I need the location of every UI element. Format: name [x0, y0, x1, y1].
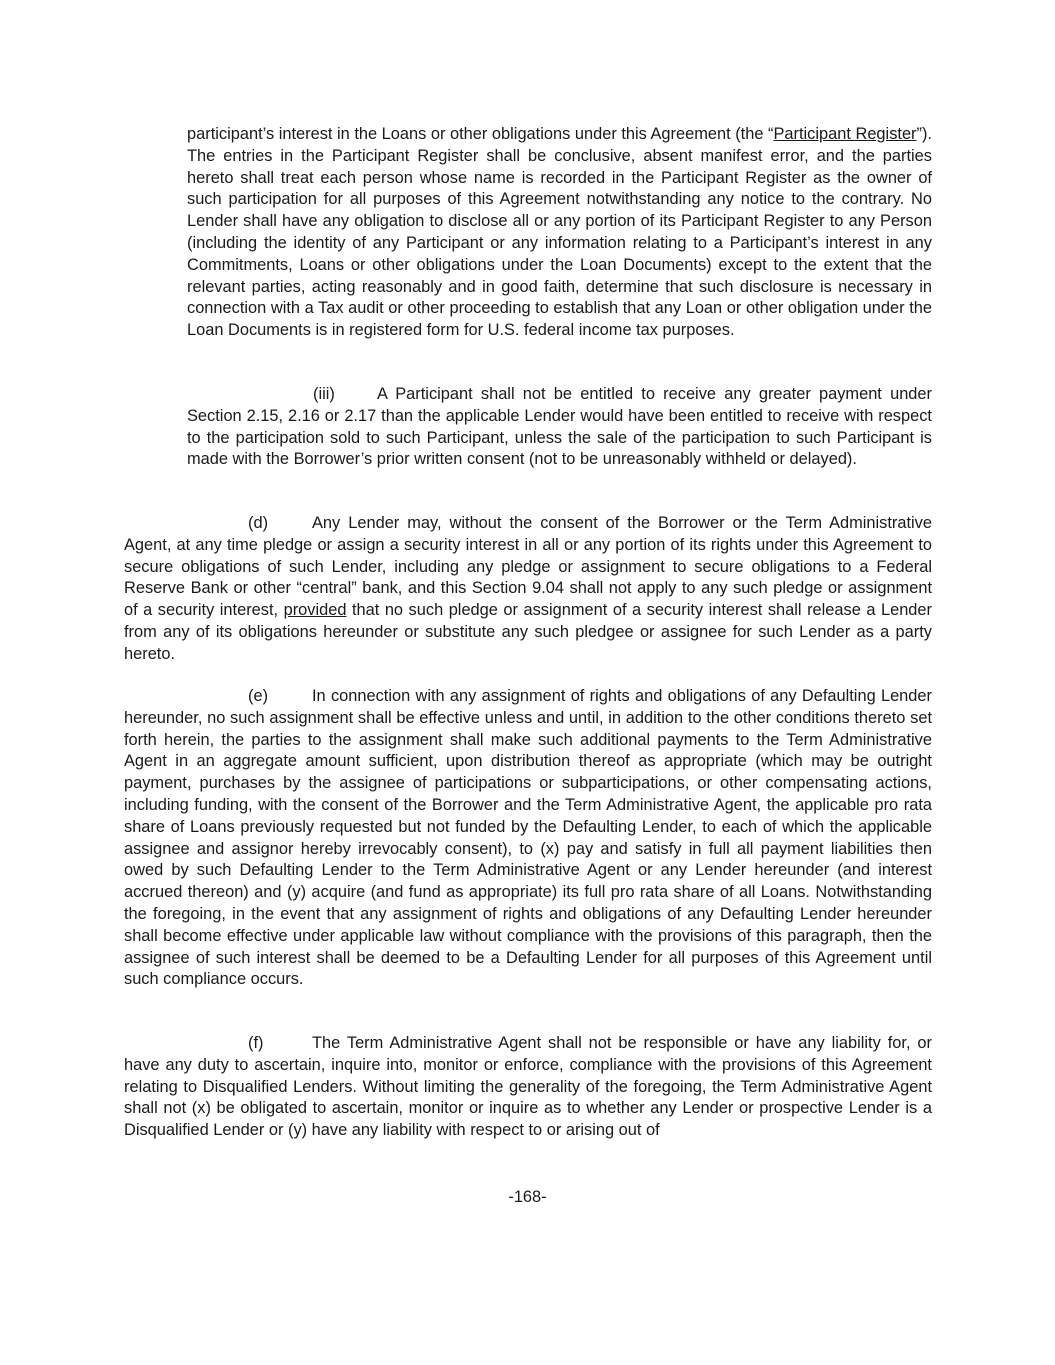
paragraph-text: A Participant shall not be entitled to receive any greater payment under Section 2.15, 2.16 or 2.17 than the applicable Lender would have been entitled to receive with respect to the participation sold to such Participant, unless the sale of the participation to such Participant is made with the Borrower’s prior written consent (not to be unreasonably withheld or delayed). — [187, 385, 932, 469]
defined-term-provided: provided — [283, 601, 347, 620]
paragraph-e — [124, 686, 932, 991]
clause-label-f: (f) — [248, 1034, 264, 1052]
clause-label-e: (e) — [248, 687, 269, 705]
paragraph-text: that no such pledge or assignment of a security interest shall release a Lender from any of its obligations hereunder or substitute any such pledgee or assignee for such Lender as a party hereto. — [124, 601, 932, 663]
paragraph-text: ”). The entries in the Participant Register shall be conclusive, absent manifest error, and the parties hereto shall treat each person whose name is recorded in the Participant Register as the owner of such participation for all purposes of this Agreement notwithstanding any notice to the contrary. No Lender shall have any obligation to disclose all or any portion of its Participant Register to any Person (including the identity of any Participant or any information relating to a Participant’s interest in any Commitments, Loans or other obligations under the Loan Documents) except to the extent that the relevant parties, acting reasonably and in good faith, determine that such disclosure is necessary in connection with a Tax audit or other proceeding to establish that any Loan or other obligation under the Loan Documents is in registered form for U.S. federal income tax purposes. — [187, 125, 932, 340]
paragraph-iii — [187, 384, 932, 471]
paragraph-text: Any Lender may, without the consent of the Borrower or the Term Administrative Agent, at any time pledge or assign a security interest in all or any portion of its rights under this Agreement to secure obligations of such Lender, including any pledge or assignment to secure obligations to a Federal Reserve Bank or other “central” bank, and this Section 9.04 shall not apply to any such pledge or assignment of a security interest, — [124, 514, 932, 620]
page-number: -168- — [508, 1188, 547, 1206]
paragraph-participant-register — [187, 124, 932, 342]
paragraph-text: The Term Administrative Agent shall not be responsible or have any liability for, or have any duty to ascertain, inquire into, monitor or enforce, compliance with the provisions of this Agreement relating to Disqualified Lenders. Without limiting the generality of the foregoing, the Term Administrative Agent shall not (x) be obligated to ascertain, monitor or inquire as to whether any Lender or prospective Lender is a Disqualified Lender or (y) have any liability with respect to or arising out of — [124, 1034, 932, 1140]
paragraph-f — [124, 1033, 932, 1142]
defined-term-participant-register: Participant Register — [773, 125, 917, 143]
paragraph-text: In connection with any assignment of rights and obligations of any Defaulting Lender hereunder, no such assignment shall be effective unless and until, in addition to the other conditions thereto set forth herein, the parties to the assignment shall make such additional payments to the Term Administrative Agent in an aggregate amount sufficient, upon distribution thereof as appropriate (which may be outright payment, purchases by the assignee of participations or subparticipations, or other compensating actions, including funding, with the consent of the Borrower and the Term Administrative Agent, the applicable pro rata share of Loans previously requested but not funded by the Defaulting Lender, to each of which the applicable assignee and assignor hereby irrevocably consent), to (x) pay and satisfy in full all payment liabilities then owed by such Defaulting Lender to the Term Administrative Agent or any Lender hereunder (and interest accrued thereon) and (y) acquire (and fund as appropriate) its full pro rata share of all Loans. Notwithstanding the foregoing, in the event that any assignment of rights and obligations of any Defaulting Lender hereunder shall become effective under applicable law without compliance with the provisions of this paragraph, then the assignee of such interest shall be deemed to be a Defaulting Lender for all purposes of this Agreement until such compliance occurs. — [124, 687, 932, 989]
paragraph-d — [124, 513, 932, 666]
paragraph-text: participant’s interest in the Loans or other obligations under this Agreement (the “ — [187, 125, 774, 143]
clause-label-iii: (iii) — [313, 385, 335, 403]
clause-label-d: (d) — [248, 514, 269, 532]
